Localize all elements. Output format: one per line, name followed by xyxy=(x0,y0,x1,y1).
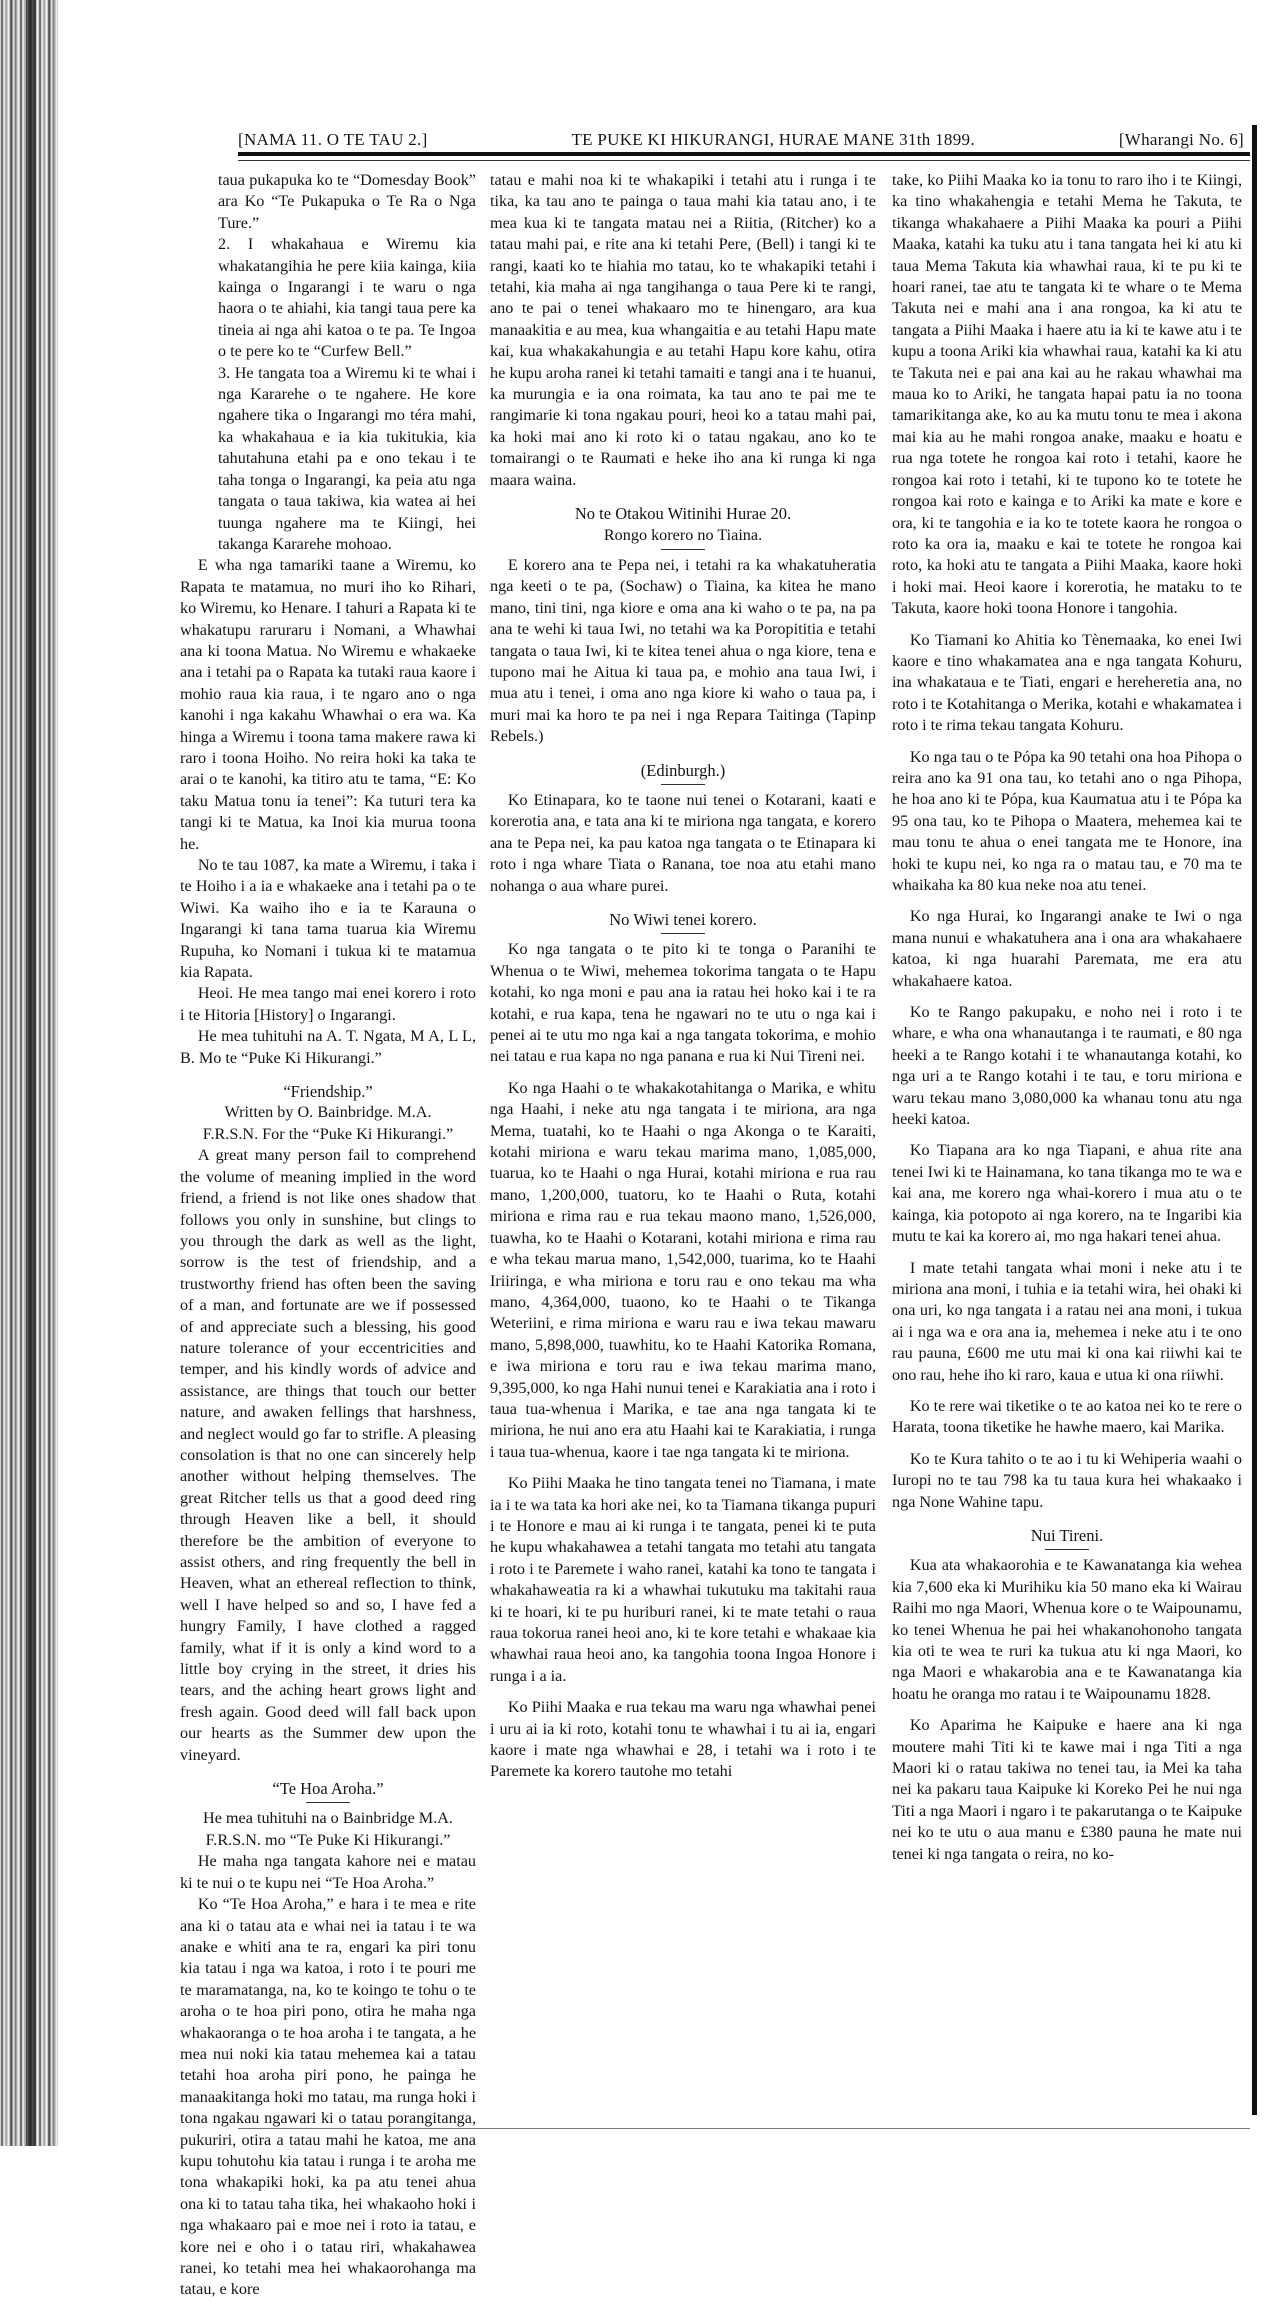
article-paragraph: E wha nga tamariki taane a Wiremu, ko Rapata te matamua, no muri iho ko Rihari, ko Wiremu, ko Henare. I tahuri a Rapata ki te whakatupu raruraru i Nomani, a Whawhai ana ki toona Matua. No Wiremu e whakaeke ana i tetahi pa o Rapata ka tutaki raua kaore i mohio raua kia raua, i te ngaro ano o nga kanohi i nga kakahu Whawhai o era wa. Ka hinga a Wiremu i toona tama makere rawa ki raro i toona Hoiho. No reira hoki ka taka te arai o te kanohi, ka titiro atu te tama, “E: Ko taku Matua tonu ia tenei”: Ka tuturi tera ka tangi ki te Matua, ka Inoi kia murua toona he. xyxy=(180,556,476,853)
article-paragraph: Ko Piihi Maaka e rua tekau ma waru nga whawhai penei i uru ai ia ki roto, kotahi tonu te whawhai i tu ai ia, engari kaore i mate nga whawhai e 28, i tetahi wa i roto i te Paremete ka korero tautohe mo tetahi xyxy=(490,1698,876,1781)
newspaper-title-date: TE PUKE KI HIKURANGI, HURAE MANE 31th 1899. xyxy=(571,130,975,149)
page-binding-shadow xyxy=(26,0,36,2146)
article-signature: He mea tuhituhi na A. T. Ngata, M A, L L, B. Mo te “Puke Ki Hikurangi.” xyxy=(180,1027,476,1067)
article-paragraph: 2. I whakahaua e Wiremu kia whakatangihia he pere kiia kainga, kiia kainga o Ingarangi i te waru o nga haora o te ahiahi, kia tangi taua pere ka tineia ai nga ahi katoa o te pa. Te Ingoa o te pere ko te “Curfew Bell.” xyxy=(218,235,476,361)
masthead xyxy=(238,122,1244,150)
masthead-rule-thin xyxy=(238,160,1250,161)
article-paragraph: taua pukapuka ko te “Domesday Book” ara Ko “Te Pukapuka o Te Ra o Nga Ture.” xyxy=(218,171,476,232)
article-byline: He mea tuhituhi na o Bainbridge M.A. xyxy=(203,1809,453,1828)
article-paragraph: Ko nga tau o te Pópa ka 90 tetahi ona hoa Pihopa o reira ano ka 91 ona tau, ko tetahi ano o nga Pihopa, he hoa ano ki te Pópa, kua Kaumatua atu i te Pópa ka 95 ona tau, ko te Pihopa o Maatera, mehemea kai te mau tonu te ahua o enei tangata me te Honore, ina hoki te kupu nei, ko nga ra o matau tau, e 70 ma te whaikaha ka 80 kua neke noa atu tenei. xyxy=(892,747,1242,894)
article-paragraph: Kua ata whakaorohia e te Kawanatanga kia wehea kia 7,600 eka ki Murihiku kia 50 mano eka ki Wairau Raihi mo nga Maori, Whenua kore o te Waipounamu, ko tenei Whenua he pai hei whakanohonoho tangata kia oti te wea te ruri ka tukua atu ki nga Maori, ko nga Maori e whakarobia ana e te Kawanatanga kia hoatu he oranga mo ratau i te Waipounamu 1828. xyxy=(892,1556,1242,1703)
right-border-line xyxy=(1252,125,1257,2115)
article-heading-nui-tireni: Nui Tireni. xyxy=(1030,1525,1104,1545)
section-divider xyxy=(661,933,705,934)
article-paragraph: No te tau 1087, ka mate a Wiremu, i taka i te Hoiho i a ia e whakaeke ana i tetahi pa o te Wiwi. Ka waiho iho e ia te Karauna o Ingarangi ki tana tama tuarua kia Wiremu Rupuha, ko Nomani i tukua ki te matamua kia Rapata. xyxy=(180,856,476,982)
article-paragraph: Ko te rere wai tiketike o te ao katoa nei ko te rere o Harata, toona tiketike he hawhe maero, kai Marika. xyxy=(892,1396,1242,1437)
article-byline: F.R.S.N. mo “Te Puke Ki Hikurangi.” xyxy=(205,1830,451,1849)
section-divider xyxy=(306,1802,350,1803)
article-paragraph: E korero ana te Pepa nei, i tetahi ra ka whakatuheratia nga keeti o te pa, (Sochaw) o Tiaina, ka kitea he mano mano, tini tini, nga kiore e oma ana ki waho o te pa, na pa ana te wehi ki taua Iwi, no tetahi wa ka Poropititia e tetahi tangata o taua Iwi, ki te kitea tenei ahua o nga kiore, tena e tupono mai he Aitua ki taua pa, e mohio ana taua Iwi, i mua atu i tenei, i oma ano nga kiore ki waho o taua pa, i muri mai ka horo te pa nei i nga Repara Taitinga (Tapinp Rebels.) xyxy=(490,555,876,746)
column-3 xyxy=(892,170,1242,1865)
article-heading-te-hoa-aroha: “Te Hoa Aroha.” xyxy=(272,1779,384,1799)
article-paragraph: He maha nga tangata kahore nei e matau ki te nui o te kupu nei “Te Hoa Aroha.” xyxy=(180,1852,476,1892)
article-heading-no-wiwi: No Wiwi tenei korero. xyxy=(609,910,757,929)
article-paragraph: Ko nga Haahi o te whakakotahitanga o Marika, e whitu nga Haahi, i neke atu nga tangata i te miriona, ara nga Mema, tuatahi, ko te Haahi o nga Akonga o te Karaiti, kotahi miriona e waru tekau marima mano, 1,085,000, tuarua, ko te Haahi o nga Hurai, kotahi miriona e rua rau mano, 1,200,000, tuatoru, ko te Haahi o Ruta, kotahi miriona e rima rau e rua tekau maono mano, 1,526,000, tuawha, ko te Haahi o Kotarani, kotahi miriona e rima rau e wha tekau marua mano, 1,542,000, tuarima, ko te Haahi Iriiringa, e wha miriona e toru rau e ono tekau ma wha mano, 4,364,000, tuaono, ko te Haahi o te Tikanga Weteriini, e rima miriona e waru rau e iwa tekau mawaru mano, 5,898,000, tuawhitu, ko te Haahi Katorika Romana, e iwa miriona e toru rau e iwa tekau marima mano, 9,395,000, ko nga Hahi nunui tenei e Karakiatia ana i roto i taua tua-whenua i Marika, e tae ana nga tangata ki te miriona, he nui ano era atu Haahi kai te Karakiatia, i runga i taua tua-whenua, kaore i tae nga tangata ki te miriona. xyxy=(490,1078,876,1461)
article-paragraph: Ko Etinapara, ko te taone nui tenei o Kotarani, kaati e korerotia ana, e tata ana ki te miriona nga tangata, e korero ana te Pepa nei, ka pau katoa nga tangata o te Etinapara ki roto i nga whare Tiata o Ranana, toe noa atu etahi mano nohanga o aua whare purei. xyxy=(490,790,876,895)
column-1 xyxy=(180,170,476,2301)
article-paragraph: Heoi. He mea tango mai enei korero i roto i te Hitoria [History] o Ingarangi. xyxy=(180,984,476,1024)
article-paragraph: Ko nga tangata o te pito ki te tonga o Paranihi te Whenua o te Wiwi, mehemea tokorima tangata o te Hapu kotahi, ko nga moni e pau ana ia ratau hei hoko kai i te ra kotahi, e rua kapa, tena he ngawari no te utu o nga kai i penei ai te utu mo nga kai a nga tangata tokorima, e mohio nei tatau e rua kapa no nga panana e rua ki Nui Tireni nei. xyxy=(490,940,876,1066)
section-divider xyxy=(661,549,705,550)
issue-number: [NAMA 11. O TE TAU 2.] xyxy=(238,130,428,149)
article-paragraph: Ko te Kura tahito o te ao i tu ki Wehiperia waahi o Iuropi no te tau 798 ka tu taua kura hei whakaako i nga None Wahine tapu. xyxy=(892,1449,1242,1511)
article-heading-otakou-witinihi: No te Otakou Witinihi Hurae 20. xyxy=(574,504,792,524)
article-heading-friendship: “Friendship.” xyxy=(283,1082,373,1102)
section-divider xyxy=(1045,1549,1089,1550)
article-paragraph: I mate tetahi tangata whai moni i neke atu i te miriona ana moni, i tuhia e ia tetahi wira, hei ohaki ki ona uri, ko nga tangata i a ratau nei ana moni, i tukua ai i nga wa e ora ana ia, mehemea i neke atu i te ono rau pauna, £600 me utu mai ki ona kai riiwhi kai te ono rau, hehe iho ki raro, kaua e utua ki ona riiwhi. xyxy=(892,1258,1242,1384)
article-paragraph: 3. He tangata toa a Wiremu ki te whai i nga Kararehe o te ngahere. He kore ngahere tika o Ingarangi mo téra mahi, ka whakahaua e ia kia tukitukia, kia tahutahuna etahi pa e ono tekau i te taha tonga o Ingarangi, ka peia atu nga tangata o taua takiwa, kia watea ai hei tuunga ngahere ma te Kiingi, hei takanga Kararehe mohoao. xyxy=(218,363,476,553)
article-byline: F.R.S.N. For the “Puke Ki Hikurangi.” xyxy=(202,1124,454,1143)
article-paragraph: Ko Tiamani ko Ahitia ko Tènemaaka, ko enei Iwi kaore e tino whakamatea ana e nga tangata Kohuru, ina whakataua e te Tiati, engari e hereheretia ana, no roto i te Kotahitanga o Merika, kotahi e whakamatea i roto i te rima tekau tangata Kohuru. xyxy=(892,630,1242,735)
article-paragraph: Ko “Te Hoa Aroha,” e hara i te mea e rite ana ki o tatau ata e whai nei ia tatau i te wa anake e whiti ana te ra, engari ka piri tonu kia tatau i nga wa katoa, i roto i te pouri me te maramatanga, na, ko te koingo te tohu o te aroha o te hoa piri pono, otira he maha nga whakaoranga o te hoa aroha i te tangata, a he mea nui noki kia tatau mehemea kai a tatau tetahi hoa aroha piri pono, he painga he manaakitanga hoki mo tatau, ma runga hoki i tona ngakau ngawari ki o tatau porangitanga, pukuriri, otira a tatau mahi he katoa, me ana kupu tohutohu kia tatau i runga i te aroha me tona whakapiki hoki, ka pa atu tenei ahua ona ki to tatau taha tika, hei whakaoho hoki i nga whakaaro pai e moe nei i roto ia tatau, e kore nei e oho i o tatau riri, whakahawea ranei, ko tetahi mea hei whakaorohanga ma tatau, e kore xyxy=(180,1895,476,2299)
article-paragraph: Ko Tiapana ara ko nga Tiapani, e ahua rite ana tenei Iwi ki te Hainamana, ko tana tikanga mo te wa e kai ana, me korero nga whai-korero i mua atu o te kainga, kia potopoto ai nga korero, na te Ingaribi kia mutu te kai ka korero ai, mo nga hakari tenei ahua. xyxy=(892,1141,1242,1246)
masthead-rule-thick xyxy=(238,152,1250,156)
bottom-rule xyxy=(238,2128,1250,2129)
article-paragraph: Ko Aparima he Kaipuke e haere ana ki nga moutere mahi Titi ki te kawe mai i nga Titi a nga Maori ki o ratau takiwa no tenei tau, ia Mei ka taha nei ka pakaru taua Kaipuke ki Koreko Pei he nui nga Titi a nga Maori i ngaro i te pakarutanga o te Kaipuke nei ko te utu o aua manu e £380 pauna he mate nui tenei ki nga tangata o reira, no ko- xyxy=(892,1716,1242,1863)
article-heading-edinburgh: (Edinburgh.) xyxy=(640,760,726,780)
section-divider xyxy=(661,784,705,785)
article-paragraph: Ko Piihi Maaka he tino tangata tenei no Tiamana, i mate ia i te wa tata ka hori ake nei, ko ta Tiamana tikanga pupuri i te Honore e mau ai ki runga i te tangata, penei ki te puta he kupu whakahawea a tetahi tangata mo tetahi atu tangata i roto i te Paremete i waho ranei, katahi ka tono te tangata i whakahaweatia ra ki a whawhai tukutuku ma takitahi raua ki te hoari, ki te pu huriburi ranei, ki te mate tetahi o raua raua tokorua ranei heoi ano, ki te kore tetahi e whakaae kia whawhai raua heoi ano, ka tangohia toona Ingoa Honore i runga i a ia. xyxy=(490,1474,876,1685)
article-paragraph: take, ko Piihi Maaka ko ia tonu to raro iho i te Kiingi, ka tino whakahengia e tetahi Mema he Takuta, te tikanga whakahaere a Piihi Maaka ka pouri a Piihi Maaka, katahi ka tuku atu i tana tangata hei ki atu ki taua Mema Takuta kia whawhai raua, ki te pu ki te hoari ranei, tae atu te tangata ki te whare o te Mema Takuta nei e mahi ana i ana rongoa, ka ki atu te tangata a Piihi Maaka i haere atu ia ki te kawe atu i te kupu a toona Ariki kia whawhai raua, katahi ka ki atu te Takuta nei e pai ana kai au he rakau whawhai ma maua ko to Ariki, he tangata hapai patu ia no toona tamarikitanga ake, ko au ka mutu tonu te mea i akona mai kia au he mahi rongoa anake, maaku e hoatu e rua nga totete he rongoa kai roto i tetahi, kaore he rongoa kai roto i tetahi, ki te tupono ko te totete he rongoa kai roto e kainga e to Ariki ka mate e kore e ora, ki te tangohia e ia ko te totete kaora he rongoa o roto ka ora ia, maaku e kai te totete he rongoa kai roto, ka hoki atu te tangata a Piihi Maaka, kaore hoki i hoki mai. Heoi kaore i korerotia, he mataku to te Takuta, kaore hoki toona Honore i tangohia. xyxy=(892,171,1242,618)
article-paragraph: A great many person fail to comprehend the volume of meaning implied in the word friend, a friend is not like ones shadow that follows you only in sunshine, but clings to you through the dark as well as the light, sorrow is the test of friendship, and a trustworthy friend has often been the saving of a man, and fortunate are we if possessed of and appreciate such a blessing, his good nature tolerance of your eccentricities and temper, and his kindly words of advice and assistance, are things that touch our better nature, and awaken fellings that harshness, and neglect would go far to strifle. A pleasing consolation is that no one can sincerely help another without helping themselves. The great Ritcher tells us that a good deed ring through Heaven like a bell, it should therefore be the ambition of everyone to assist others, and ring frequently the bell in Heaven, what an ethereal reflection to think, well I have helped so and so, I have fed a hungry Family, I have clothed a ragged family, what if it is only a kind word to a little boy crying in the street, it dries his tears, and the aching heart grows light and fresh again. Good deed will fall back upon our hearts as the Summer dew upon the vineyard. xyxy=(180,1146,476,1764)
article-byline: Written by O. Bainbridge. M.A. xyxy=(224,1103,432,1122)
column-2 xyxy=(490,170,876,1783)
article-paragraph: Ko te Rango pakupaku, e noho nei i roto i te whare, e wha ona whanautanga i te raumati, e 80 nga heeki a te Rango kotahi i te whanautanga kotahi, ko nga uri a te Rango kotahi i te tau, e toru miriona e waru tekau mano 3,080,000 ka whanau tonu atu nga heeki katoa. xyxy=(892,1003,1242,1129)
article-subheading: Rongo korero no Tiaina. xyxy=(603,525,763,544)
article-paragraph: Ko nga Hurai, ko Ingarangi anake te Iwi o nga mana nunui e whakatuhera ana i ona ara whakahaere katoa, ki nga huarahi Paremata, me era atu whakahaere katoa. xyxy=(892,907,1242,990)
article-paragraph: tatau e mahi noa ki te whakapiki i tetahi atu i runga i te tika, ka tau ano te painga o taua mahi kia tatau ano, i te mea kua ki te tangata matau nei a Riitia, (Ritcher) ko a tatau mahi pai, e rite ana ki tetahi Pere, (Bell) i tangi ki te rangi, kaati ko te hiahia mo tatau, ko te whakapiki tetahi i tetahi, kia maha ai nga tangihanga o taua Pere ki te rangi, ano te pai o tenei whakaaro mo te hinengaro, ara kua manaakitia e au mea, kua whangaitia e au tetahi Hapu mate kai, kua whakakahungia e au tetahi Hapu kore kahu, otira he kupu aroha ranei ki tetahi tamaiti e tangi ana i te huanui, ka murungia e ia ona roimata, ka tau ano te pai me te rangimarie ki tona ngakau pouri, heoi ko a tatau mahi pai, ka hoki mai ano ki roto ki o tatau ngakau, ano ko te tomairangi o te Raumati e heke iho ana ki runga ki nga maara waina. xyxy=(490,171,876,489)
page-number: [Wharangi No. 6] xyxy=(1118,130,1244,149)
